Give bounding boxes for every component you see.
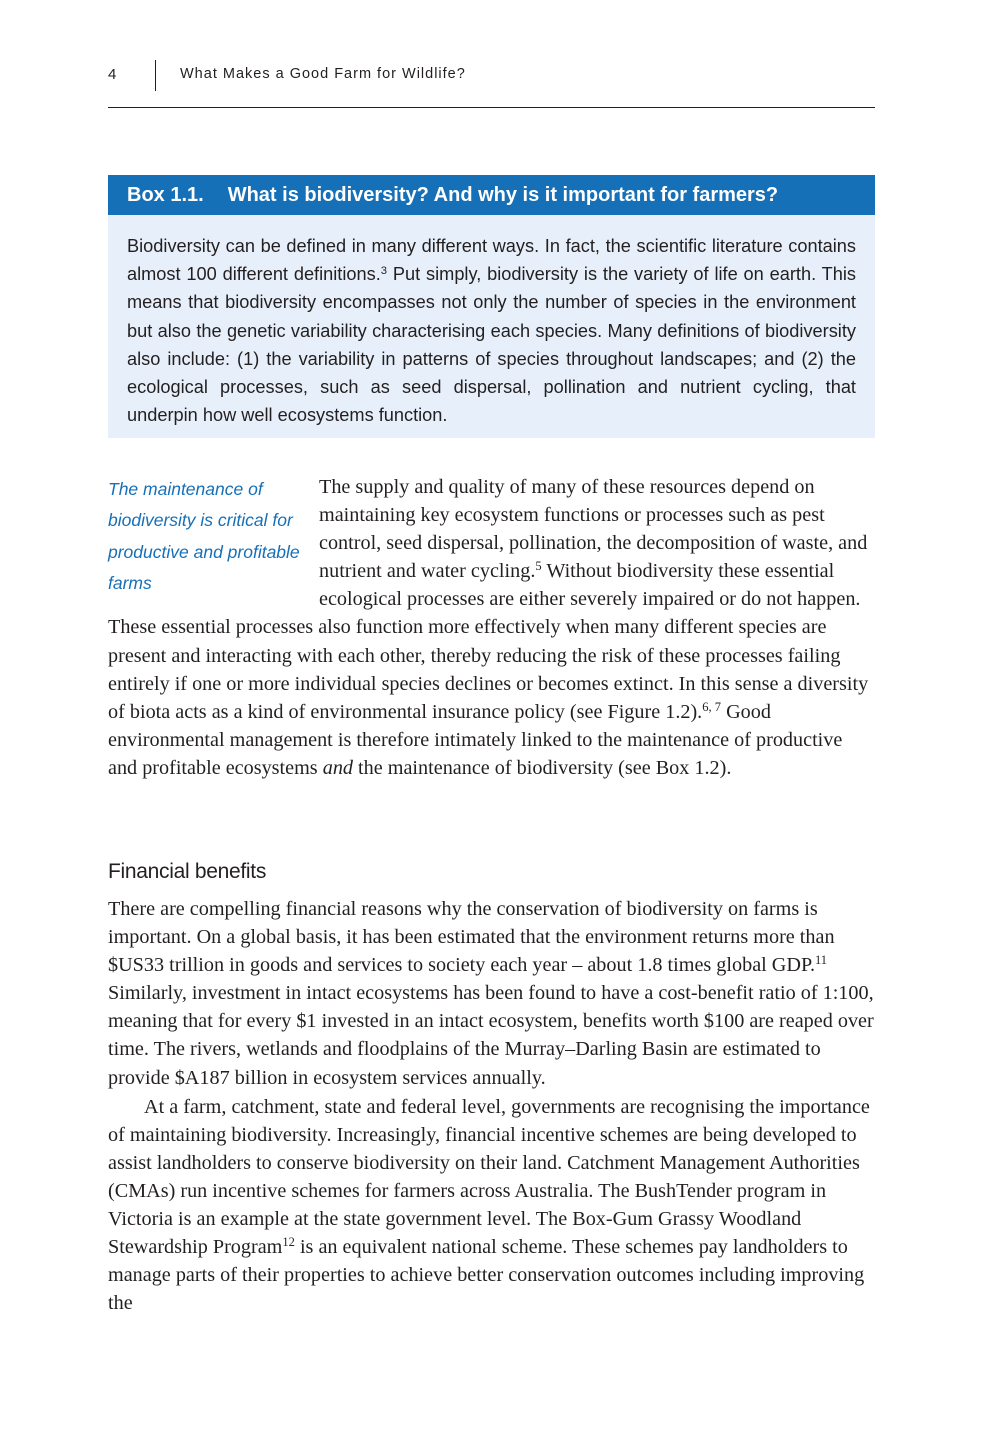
emphasis-text: and	[322, 756, 353, 779]
box-header	[108, 175, 875, 215]
paragraph-text: The supply and quality of many of these resources depend on maintaining key ecosystem functions or processes such as pest control, seed dispersal, pollination, the decomposition of waste, and nutrient and water cycling.	[319, 476, 868, 583]
margin-note: The maintenance of biodiversity is critical for productive and profitable farms	[108, 479, 300, 593]
body-paragraph	[108, 895, 875, 1092]
running-title: What Makes a Good Farm for Wildlife?	[180, 66, 466, 82]
footnote-ref[interactable]: 6, 7	[702, 699, 722, 714]
paragraph-text: Good environmental management is therefore intimately linked to the maintenance of productive and profitable ecosystems	[108, 700, 843, 779]
paragraph-text: Without biodiversity these essential ecological processes are either severely impaired or do not happen. These essential processes also function more effectively when many different species are present and interacting with each other, thereby reducing the risk of these processes failing entirely if one or more individual species declines or becomes extinct. In this sense a diversity of biota acts as a kind of environmental insurance policy (see Figure 1.2).	[108, 560, 869, 723]
paragraph-text: Similarly, investment in intact ecosystems has been found to have a cost-benefit ratio of 1:100, meaning that for every $1 invested in an intact ecosystem, benefits worth $100 are reaped over time. The rivers, wetlands and floodplains of the Murray–Darling Basin are estimated to provide $A187 billion in ecosystem services annually.	[108, 982, 874, 1089]
footnote-ref[interactable]: 5	[535, 559, 542, 574]
box-biodiversity	[108, 175, 875, 438]
paragraph-text: is an equivalent national scheme. These schemes pay landholders to manage parts of their properties to achieve better conservation outcomes including improving the	[108, 1236, 865, 1315]
box-title: What is biodiversity? And why is it important for farmers?	[227, 184, 779, 206]
header-divider	[155, 60, 156, 91]
box-number: Box 1.1.	[127, 184, 204, 206]
intro-section	[108, 473, 875, 782]
financial-benefits-section	[108, 895, 875, 1317]
paragraph-text: the maintenance of biodiversity (see Box 1.2).	[353, 756, 732, 779]
footnote-ref[interactable]: 12	[282, 1235, 295, 1250]
page-number: 4	[108, 66, 117, 83]
footnote-ref[interactable]: 11	[815, 953, 828, 968]
paragraph-text: There are compelling financial reasons why the conservation of biodiversity on farms is important. On a global basis, it has been estimated that the environment returns more than $US33 trillion in goods and services to society each year – about 1.8 times global GDP.	[108, 898, 835, 977]
body-paragraph	[108, 1093, 875, 1318]
box-text: Biodiversity can be defined in many different ways. In fact, the scientific literature contains almost 100 different definitions.	[127, 236, 856, 285]
box-text: Put simply, biodiversity is the variety of life on earth. This means that biodiversity encompasses not only the number of species in the environment but also the genetic variability characterising each species. Many definitions of biodiversity also include: (1) the variability in patterns of species throughout landscapes; and (2) the ecological processes, such as seed dispersal, pollination and nutrient cycling, that underpin how well ecosystems function.	[127, 264, 856, 426]
running-header	[108, 60, 875, 108]
paragraph-text: At a farm, catchment, state and federal level, governments are recognising the importance of maintaining biodiversity. Increasingly, financial incentive schemes are being developed to assist landholders to conserve biodiversity on their land. Catchment Management Authorities (CMAs) run incentive schemes for farmers across Australia. The BushTender program in Victoria is an example at the state government level. The Box-Gum Grassy Woodland Stewardship Program	[108, 1095, 870, 1259]
section-heading: Financial benefits	[108, 860, 267, 883]
footnote-ref[interactable]: 3	[380, 265, 388, 277]
box-body	[108, 215, 875, 429]
